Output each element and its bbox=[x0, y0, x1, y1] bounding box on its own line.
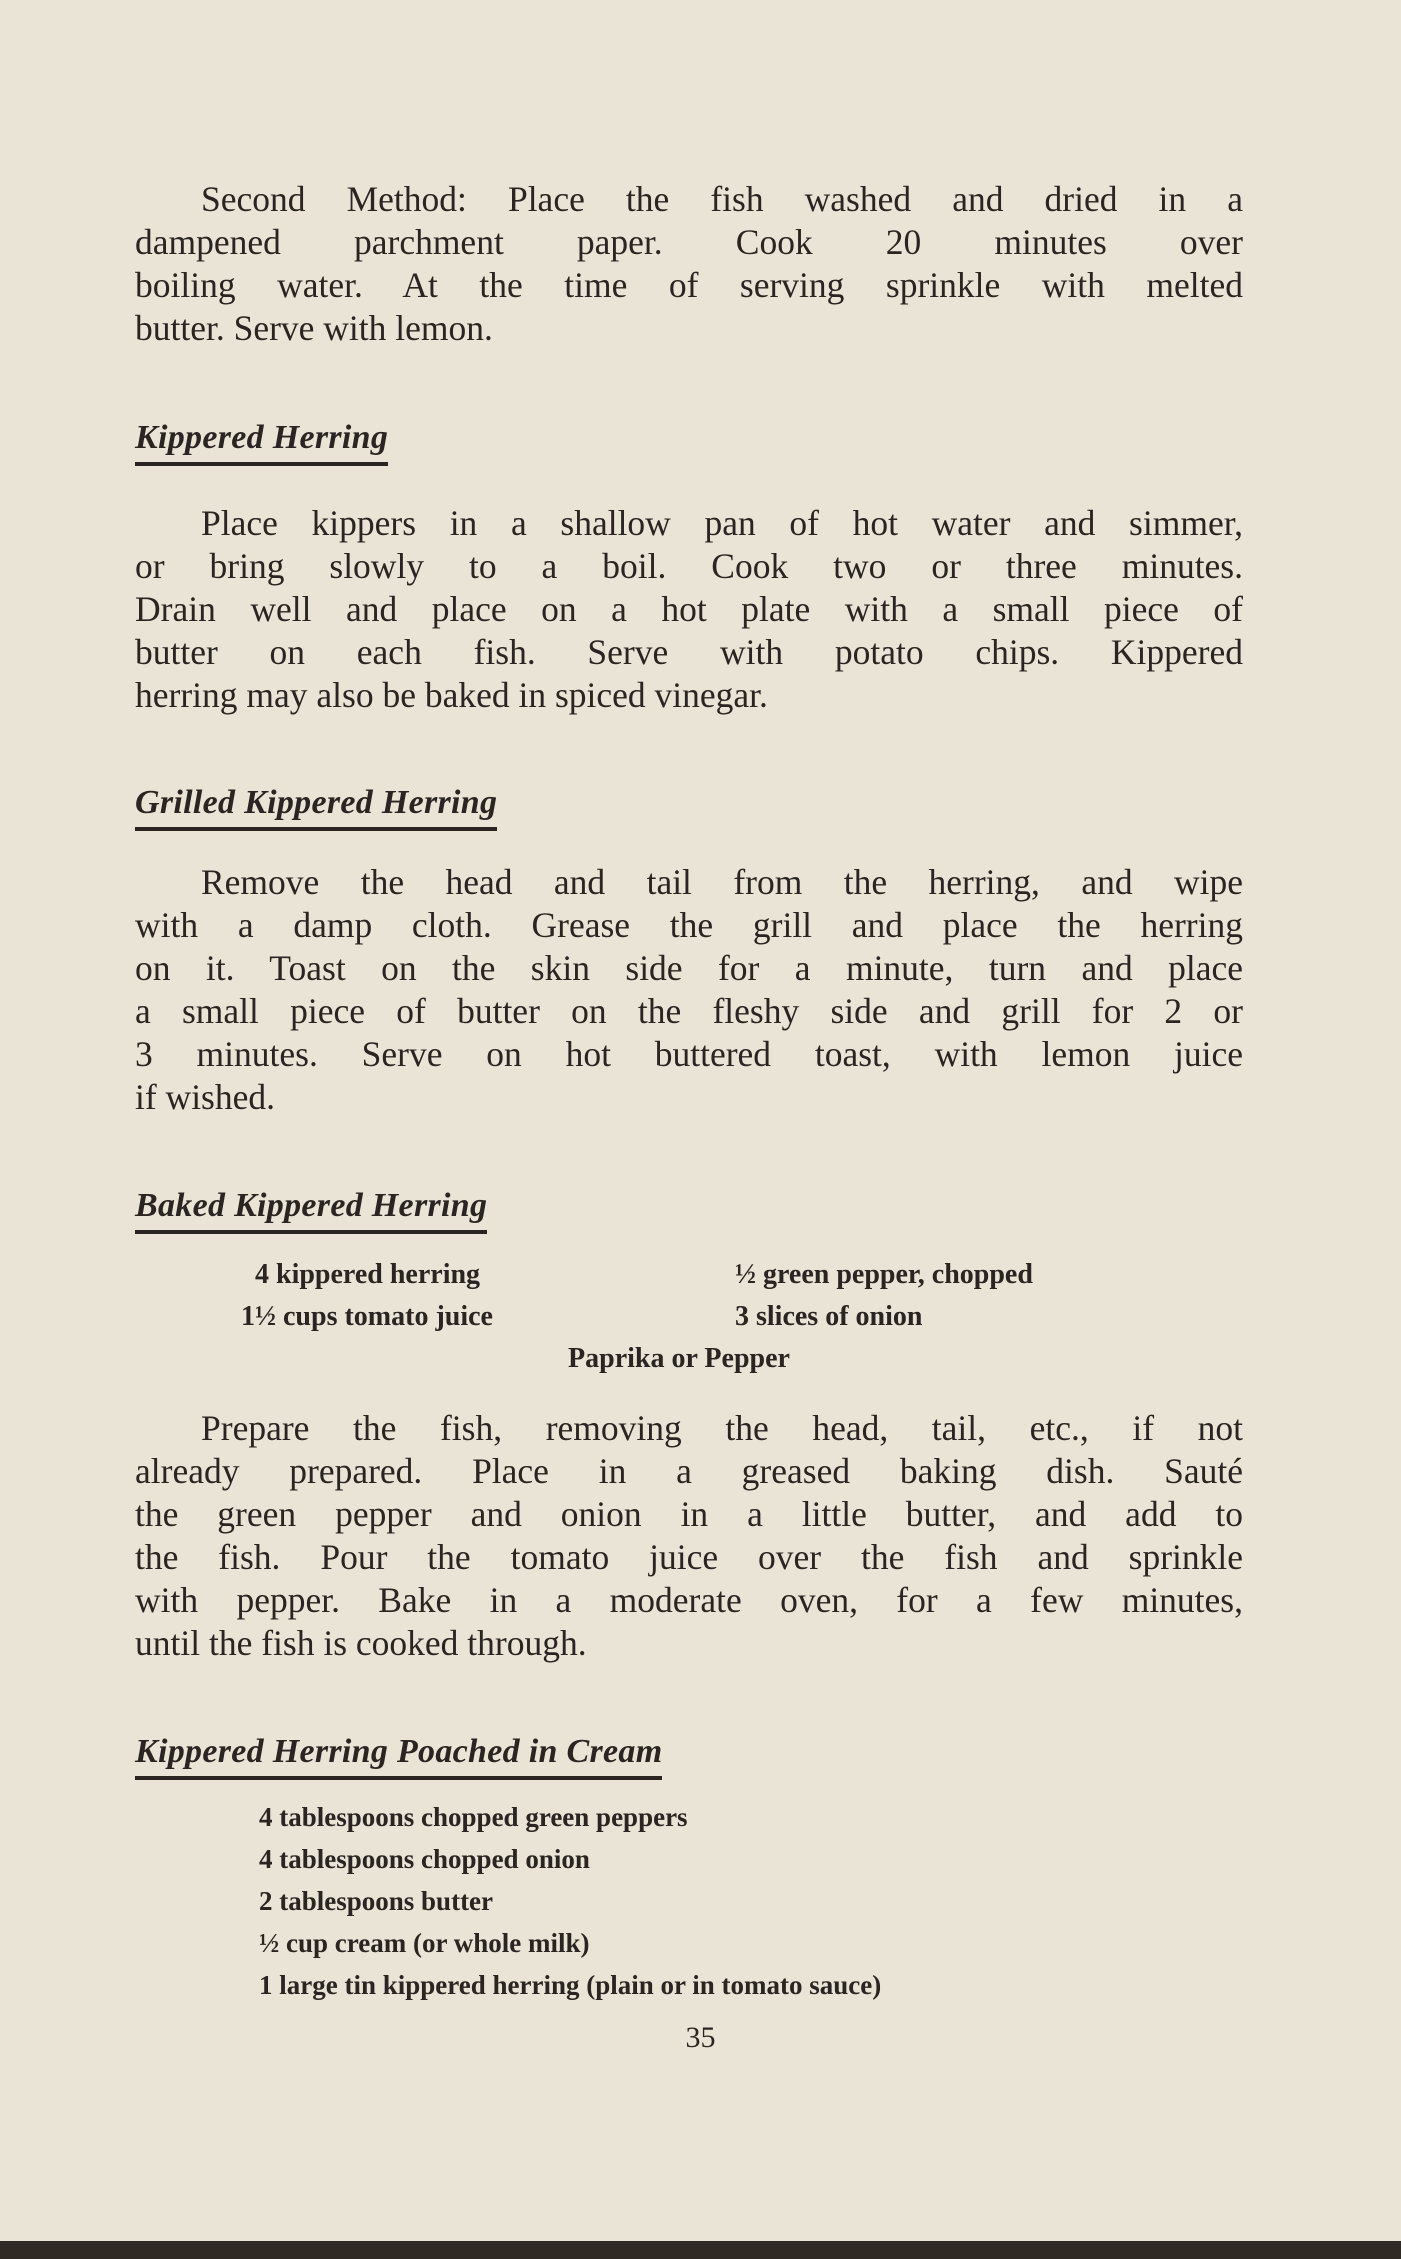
poached-heading: Kippered Herring Poached in Cream bbox=[135, 1733, 662, 1780]
baked-heading-wrap bbox=[135, 1187, 1243, 1234]
text-line: Drain well and place on a hot plate with a small piece of bbox=[135, 589, 1243, 629]
poached-heading-wrap bbox=[135, 1733, 1243, 1780]
grilled-kippered-herring-heading: Grilled Kippered Herring bbox=[135, 784, 497, 831]
ingredient-item: 1½ cups tomato juice bbox=[241, 1301, 493, 1332]
second-method-paragraph bbox=[135, 178, 1243, 350]
baked-ingredients bbox=[135, 1254, 1243, 1380]
ingredient-item-centered: Paprika or Pepper bbox=[568, 1343, 790, 1374]
text-line: Prepare the fish, removing the head, tail, etc., if not bbox=[201, 1408, 1243, 1448]
text-line: butter. Serve with lemon. bbox=[135, 308, 493, 348]
text-line: 3 minutes. Serve on hot buttered toast, with lemon juice bbox=[135, 1034, 1243, 1074]
ingredient-item: 4 tablespoons chopped onion bbox=[259, 1844, 590, 1874]
text-line: Remove the head and tail from the herring, and wipe bbox=[201, 862, 1243, 902]
text-line: boiling water. At the time of serving sprinkle with melted bbox=[135, 265, 1243, 305]
ingredient-item: 3 slices of onion bbox=[735, 1301, 923, 1332]
page-content bbox=[135, 178, 1243, 2006]
ingredient-item: ½ cup cream (or whole milk) bbox=[259, 1928, 590, 1958]
ingredient-item: 1 large tin kippered herring (plain or in tomato sauce) bbox=[259, 1970, 882, 2000]
baked-kippered-herring-heading: Baked Kippered Herring bbox=[135, 1187, 487, 1234]
baked-paragraph bbox=[135, 1407, 1243, 1665]
text-line: already prepared. Place in a greased baking dish. Sauté bbox=[135, 1451, 1243, 1491]
ingredient-item: 4 kippered herring bbox=[255, 1259, 481, 1290]
text-line: a small piece of butter on the fleshy side and grill for 2 or bbox=[135, 991, 1243, 1031]
text-line: on it. Toast on the skin side for a minute, turn and place bbox=[135, 948, 1243, 988]
text-line: if wished. bbox=[135, 1077, 276, 1117]
text-line: or bring slowly to a boil. Cook two or three minutes. bbox=[135, 546, 1243, 586]
ingredient-item: ½ green pepper, chopped bbox=[735, 1259, 1033, 1290]
text-line: butter on each fish. Serve with potato chips. Kippered bbox=[135, 632, 1243, 672]
text-line: the fish. Pour the tomato juice over the fish and sprinkle bbox=[135, 1537, 1243, 1577]
text-line: Second Method: Place the fish washed and dried in a bbox=[201, 179, 1243, 219]
kippered-herring-heading: Kippered Herring bbox=[135, 419, 388, 466]
text-line: Place kippers in a shallow pan of hot water and simmer, bbox=[201, 503, 1243, 543]
kippered-herring-heading-wrap bbox=[135, 419, 1243, 466]
text-line: until the fish is cooked through. bbox=[135, 1623, 587, 1663]
ingredient-item: 2 tablespoons butter bbox=[259, 1886, 494, 1916]
page-number: 35 bbox=[685, 2021, 716, 2054]
ingredient-item: 4 tablespoons chopped green peppers bbox=[259, 1802, 688, 1832]
text-line: herring may also be baked in spiced vinegar. bbox=[135, 675, 768, 715]
text-line: dampened parchment paper. Cook 20 minutes over bbox=[135, 222, 1243, 262]
grilled-paragraph bbox=[135, 861, 1243, 1119]
text-line: with a damp cloth. Grease the grill and place the herring bbox=[135, 905, 1243, 945]
poached-ingredients bbox=[259, 1796, 1243, 2006]
kippered-herring-paragraph bbox=[135, 502, 1243, 717]
text-line: with pepper. Bake in a moderate oven, for a few minutes, bbox=[135, 1580, 1243, 1620]
grilled-heading-wrap bbox=[135, 784, 1243, 831]
ingredients-grid bbox=[241, 1254, 1243, 1338]
text-line: the green pepper and onion in a little butter, and add to bbox=[135, 1494, 1243, 1534]
page-edge-shadow bbox=[0, 2241, 1401, 2259]
